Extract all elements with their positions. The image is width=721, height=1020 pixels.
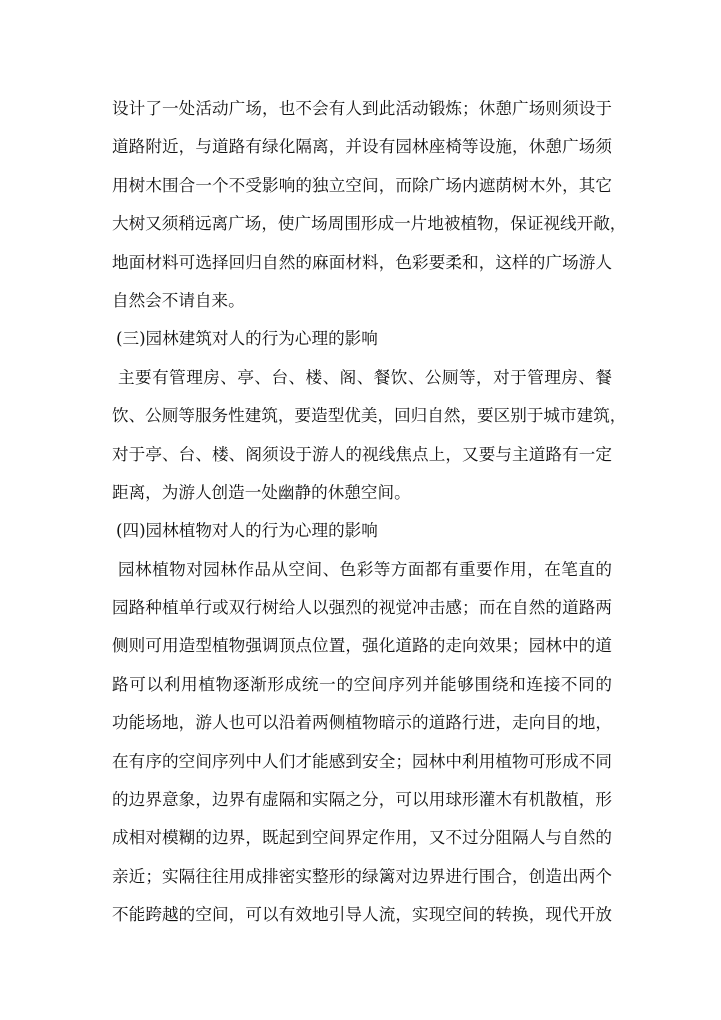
- text-line: 不能跨越的空间，可以有效地引导人流，实现空间的转换，现代开放: [112, 905, 612, 925]
- section-heading: (三)园林建筑对人的行为心理的影响: [116, 329, 378, 349]
- text-line: 功能场地，游人也可以沿着两侧植物暗示的道路行进，走向目的地，: [112, 713, 612, 733]
- text-line: 自然会不请自来。: [112, 290, 245, 310]
- text-line: 在有序的空间序列中人们才能感到安全；园林中利用植物可形成不同: [112, 751, 612, 771]
- text-line: 的边界意象，边界有虚隔和实隔之分，可以用球形灌木有机散植，形: [112, 790, 612, 810]
- text-line: 主要有管理房、亭、台、楼、阁、餐饮、公厕等，对于管理房、餐: [118, 367, 612, 387]
- text-line: 园林植物对园林作品从空间、色彩等方面都有重要作用，在笔直的: [118, 559, 612, 579]
- text-line: 成相对模糊的边界，既起到空间界定作用，又不过分阻隔人与自然的: [112, 828, 612, 848]
- text-line: 道路附近，与道路有绿化隔离，并设有园林座椅等设施，休憩广场须: [112, 137, 612, 157]
- text-line: 侧则可用造型植物强调顶点位置，强化道路的走向效果；园林中的道: [112, 636, 612, 656]
- text-line: 对于亭、台、楼、阁须设于游人的视线焦点上，又要与主道路有一定: [112, 444, 612, 464]
- text-line: 路可以利用植物逐渐形成统一的空间序列并能够围绕和连接不同的: [112, 674, 612, 694]
- text-line: 园路种植单行或双行树给人以强烈的视觉冲击感；而在自然的道路两: [112, 598, 612, 618]
- text-line: 大树又须稍远离广场，使广场周围形成一片地被植物，保证视线开敞，: [112, 214, 627, 234]
- text-line: 距离，为游人创造一处幽静的休憩空间。: [112, 482, 411, 502]
- text-line: 亲近；实隔往往用成排密实整形的绿篱对边界进行围合，创造出两个: [112, 866, 612, 886]
- text-line: 设计了一处活动广场，也不会有人到此活动锻炼；休憩广场则须设于: [112, 99, 612, 118]
- body-text: [112, 90, 627, 935]
- text-line: 地面材料可选择回归自然的麻面材料，色彩要柔和，这样的广场游人: [112, 252, 612, 272]
- text-line: 饮、公厕等服务性建筑，要造型优美，回归自然，要区别于城市建筑，: [112, 406, 627, 426]
- section-heading: (四)园林植物对人的行为心理的影响: [116, 521, 378, 541]
- text-line: 用树木围合一个不受影响的独立空间，而除广场内遮荫树木外，其它: [112, 175, 612, 195]
